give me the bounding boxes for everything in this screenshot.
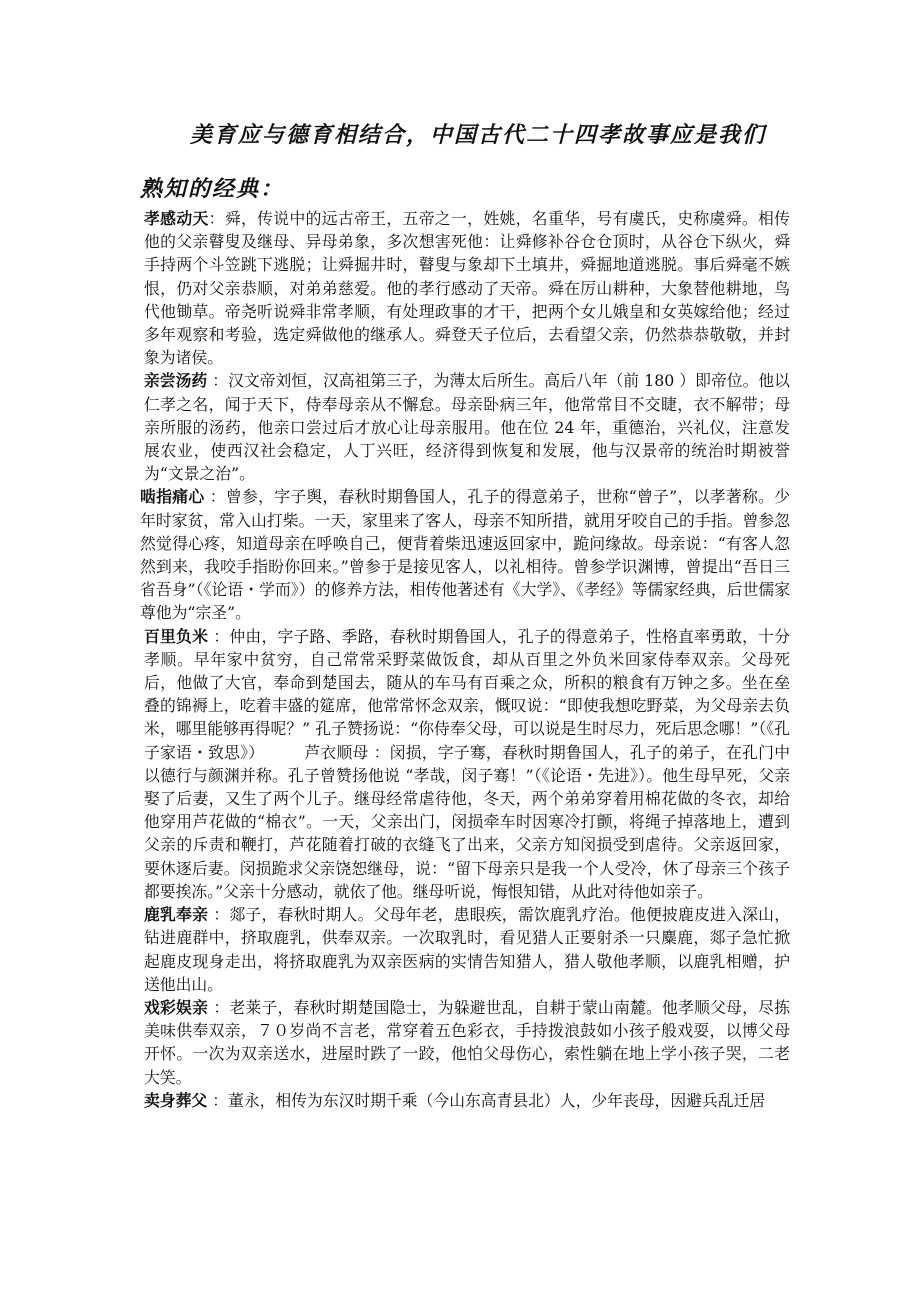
story-separator: ： bbox=[204, 487, 226, 507]
document-title-line2: 熟知的经典： bbox=[140, 176, 285, 202]
story-paragraph bbox=[140, 207, 790, 369]
story-heading: 孝感动天 bbox=[144, 209, 209, 228]
story-separator: ： bbox=[208, 997, 230, 1017]
story-paragraph bbox=[140, 369, 790, 485]
story-paragraph bbox=[140, 485, 790, 624]
story-heading: 鹿乳奉亲 bbox=[144, 905, 209, 925]
story-text: 董永，相传为东汉时期千乘（今山东高青县北）人，少年丧母，因避兵乱迁居 bbox=[228, 1090, 766, 1110]
story-text: 郯子，春秋时期人。父母年老，患眼疾，需饮鹿乳疗治。他便披鹿皮进入深山，钻进鹿群中，挤取鹿乳，供奉双亲。一次取乳时，看见猎人正要射杀一只麋鹿，郯子急忙掀起鹿皮现身走出，将挤取鹿乳为双亲医病的实情告知猎人，猎人敬他孝顺，以鹿乳相赠，护送他出山。 bbox=[144, 905, 790, 994]
story-text: 老莱子，春秋时期楚国隐士，为躲避世乱，自耕于蒙山南麓。他孝顺父母，尽拣美味供奉双亲，７０岁尚不言老，常穿着五色彩衣，手持拨浪鼓如小孩子般戏耍，以博父母开怀。一次为双亲送水，进屋时跌了一跤，他怕父母伤心，索性躺在地上学小孩子哭，二老大笑。 bbox=[144, 997, 790, 1087]
story-heading: 戏彩娱亲 bbox=[144, 997, 209, 1017]
story-text: 舜，传说中的远古帝王，五帝之一，姓姚，名重华，号有虞氏，史称虞舜。相传他的父亲瞽叟及继母、异母弟象，多次想害死他：让舜修补谷仓仓顶时，从谷仓下纵火，舜手持两个斗笠跳下逃脱；让舜掘井时，瞽叟与象却下土填井，舜掘地道逃脱。事后舜毫不嫉恨，仍对父亲恭顺，对弟弟慈爱。他的孝行感动了天帝。舜在厉山耕种，大象替他耕地，鸟代他锄草。帝尧听说舜非常孝顺，有处理政事的才干，把两个女儿娥皇和女英嫁给他；经过多年观察和考验，选定舜做他的继承人。舜登天子位后，去看望父亲，仍然恭恭敬敬，并封象为诸侯。 bbox=[144, 209, 790, 368]
story-heading: 啮指痛心 bbox=[140, 487, 205, 507]
story-separator: ： bbox=[207, 371, 229, 391]
story-paragraph bbox=[140, 903, 790, 996]
document-body bbox=[140, 207, 790, 1112]
story-separator: ： bbox=[208, 905, 230, 925]
story-separator: ： bbox=[208, 626, 230, 646]
story-paragraph bbox=[140, 1089, 790, 1112]
story-text: 汉文帝刘恒，汉高祖第三子，为薄太后所生。高后八年（前 180 ）即帝位。他以仁孝之名，闻于天下，侍奉母亲从不懈怠。母亲卧病三年，他常常目不交睫，衣不解带；母亲所服的汤药，他亲口尝过后才放心让母亲服用。他在位 24 年，重德治，兴礼仪，注意发展农业，使西汉社会稳定，人丁兴旺，经济得到恢复和发展，他与汉景帝的统治时期被誉为“文景之治”。 bbox=[144, 371, 790, 484]
story-separator: ： bbox=[207, 1090, 229, 1110]
story-text: 仲由，字子路、季路，春秋时期鲁国人，孔子的得意弟子，性格直率勇敢，十分孝顺。早年家中贫穷，自己常常采野菜做饭食，却从百里之外负米回家侍奉双亲。父母死后，他做了大官，奉命到楚国去，随从的车马有百乘之众，所积的粮食有万钟之多。坐在垒叠的锦褥上，吃着丰盛的筵席，他常常怀念双亲，慨叹说：“即使我想吃野菜，为父母亲去负米，哪里能够再得呢？” 孔子赞扬说：“你侍奉父母，可以说是生时尽力，死后思念哪！”（《孔子家语・致思》） 芦衣顺母 ：闵损，字子骞，春秋时期鲁国人，孔子的弟子，在孔门中以德行与颜渊并称。孔子曾赞扬他说 “孝哉，闵子骞！”（《论语・先进》）。他生母早死，父亲娶了后妻，又生了两个儿子。继母经常虐待他，冬天，两个弟弟穿着用棉花做的冬衣，却给他穿用芦花做的“棉衣”。一天，父亲出门，闵损牵车时因寒冷打颤，将绳子掉落地上，遭到父亲的斥责和鞭打，芦花随着打破的衣缝飞了出来，父亲方知闵损受到虐待。父亲返回家，要休逐后妻。闵损跪求父亲饶恕继母，说：“留下母亲只是我一个人受冷，休了母亲三个孩子都要挨冻。”父亲十分感动，就依了他。继母听说，悔恨知错，从此对待他如亲子。 bbox=[144, 626, 790, 901]
story-heading: 卖身葬父 bbox=[144, 1090, 208, 1110]
story-text: 曾参，字子舆，春秋时期鲁国人，孔子的得意弟子，世称“曾子”，以孝著称。少年时家贫，常入山打柴。一天，家里来了客人，母亲不知所措，就用牙咬自己的手指。曾参忽然觉得心疼，知道母亲在呼唤自己，便背着柴迅速返回家中，跪问缘故。母亲说：“有客人忽然到来，我咬手指盼你回来。”曾参于是接见客人，以礼相待。曾参学识渊博，曾提出“吾日三省吾身”（《论语・学而》）的修养方法，相传他著述有《大学》、《孝经》等儒家经典，后世儒家尊他为“宗圣”。 bbox=[140, 487, 790, 623]
story-separator: ： bbox=[208, 209, 225, 228]
story-heading: 百里负米 bbox=[144, 626, 209, 646]
story-paragraph bbox=[140, 996, 790, 1089]
story-paragraph bbox=[140, 625, 790, 903]
document-title-line1: 美育应与德育相结合，中国古代二十四孝故事应是我们 bbox=[190, 122, 767, 148]
story-heading: 亲尝汤药 bbox=[144, 371, 208, 391]
